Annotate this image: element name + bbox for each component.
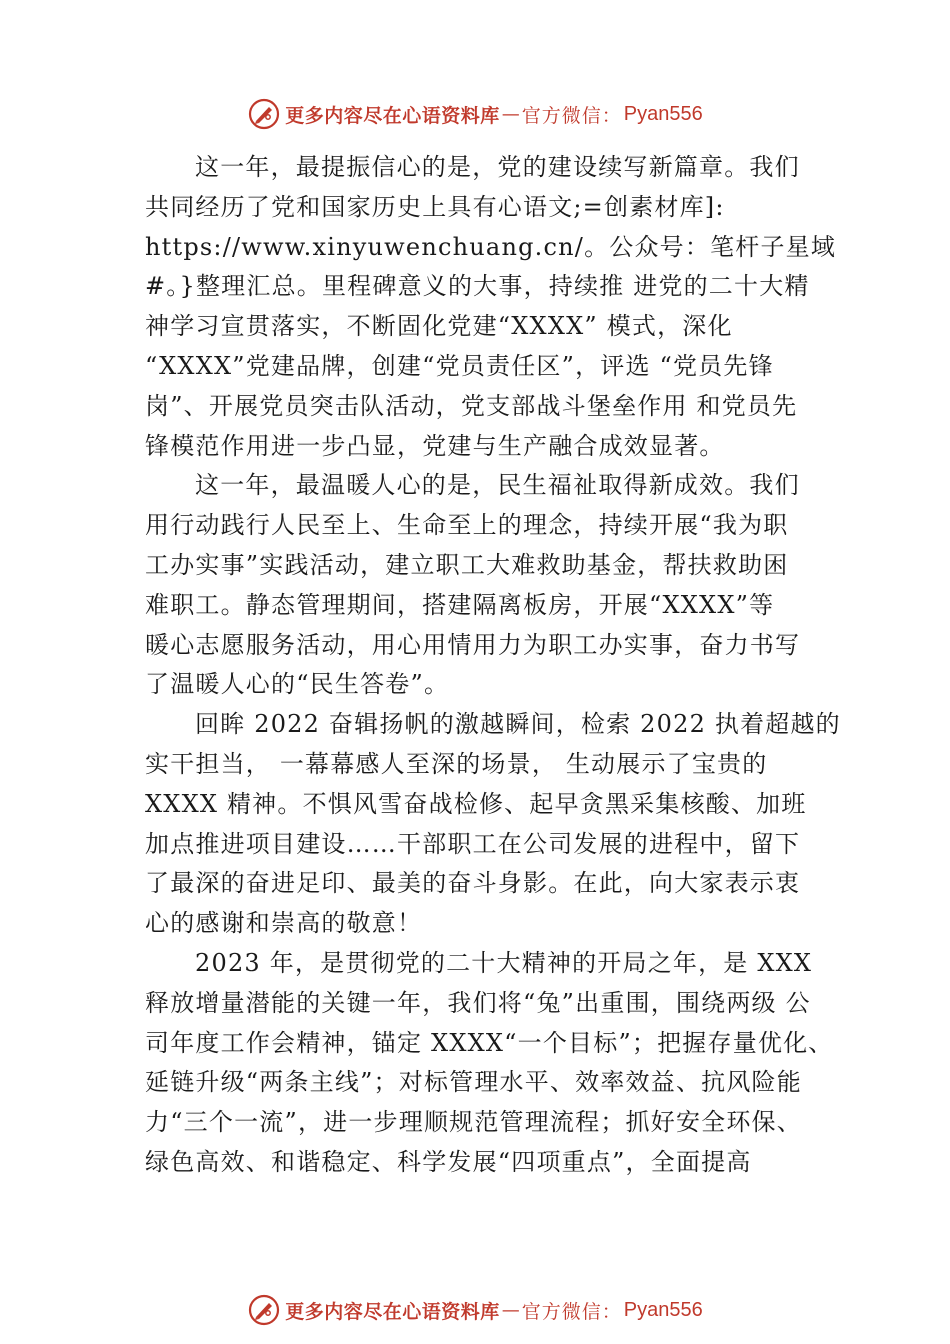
text-line: https://www.xinyuwenchuang.cn/。公众号：笔杆子星域 xyxy=(145,232,837,261)
text-line: “XXXX”党建品牌，创建“党员责任区”，评选 “党员先锋 xyxy=(145,351,774,380)
header-official-label: 官方微信： xyxy=(521,104,622,127)
text-line: 实干担当， 一幕幕感人至深的场景， 生动展示了宝贵的 xyxy=(145,749,768,778)
text-line: 司年度工作会精神，锚定 XXXX“一个目标”；把握存量优化、 xyxy=(145,1028,834,1057)
text-line: #。}整理汇总。里程碑意义的大事，持续推 进党的二十大精 xyxy=(145,272,810,301)
text-line: 共同经历了党和国家历史上具有心语文;=创素材库]: xyxy=(145,192,725,221)
text-line: 力“三个一流”，进一步理顺规范管理流程；抓好安全环保、 xyxy=(145,1108,802,1137)
text-line: 加点推进项目建设……干部职工在公司发展的进程中，留下 xyxy=(145,829,801,858)
text-line: XXXX 精神。不惧风雪奋战检修、起早贪黑采集核酸、加班 xyxy=(145,789,807,818)
text-line: 绿色高效、和谐稳定、科学发展“四项重点”，全面提高 xyxy=(145,1147,752,1176)
document-body xyxy=(145,148,841,1183)
brand-logo-icon xyxy=(247,1293,281,1327)
text-line: 了温暖人心的“民生答卷”。 xyxy=(145,670,450,699)
footer-brand-text: 更多内容尽在心语资料库 xyxy=(285,1300,500,1323)
text-line: 锋模范作用进一步凸显，党建与生产融合成效显著。 xyxy=(145,431,725,460)
text-line: 难职工。静态管理期间，搭建隔离板房，开展“XXXX”等 xyxy=(145,590,775,619)
text-line: 这一年，最温暖人心的是，民生福祉取得新成效。我们 xyxy=(195,471,800,500)
header-wechat-handle: Pyan556 xyxy=(623,102,703,125)
brand-logo-icon xyxy=(247,97,281,131)
text-line: 释放增量潜能的关键一年，我们将“兔”出重围，围绕两级 公 xyxy=(145,988,811,1017)
header-brand-text: 更多内容尽在心语资料库 xyxy=(285,104,500,127)
text-line: 用行动践行人民至上、生命至上的理念，持续开展“我为职 xyxy=(145,511,789,540)
text-line: 了最深的奋进足印、最美的奋斗身影。在此，向大家表示衷 xyxy=(145,869,801,898)
text-line: 心的感谢和崇高的敬意！ xyxy=(145,909,423,938)
text-line: 这一年，最提振信心的是，党的建设续写新篇章。我们 xyxy=(195,153,800,181)
header-banner xyxy=(0,94,950,134)
text-line: 延链升级“两条主线”；对标管理水平、效率效益、抗风险能 xyxy=(145,1068,802,1097)
footer-banner xyxy=(0,1290,950,1330)
footer-dash: — xyxy=(501,1299,520,1321)
text-line: 工办实事”实践活动，建立职工大难救助基金，帮扶救助困 xyxy=(145,550,789,579)
header-dash: — xyxy=(501,103,520,125)
text-line: 暖心志愿服务活动，用心用情用力为职工办实事，奋力书写 xyxy=(145,630,801,659)
text-line: 岗”、开展党员突击队活动，党支部战斗堡垒作用 和党员先 xyxy=(145,391,798,420)
text-line: 2023 年，是贯彻党的二十大精神的开局之年，是 XXX xyxy=(195,948,813,977)
footer-official-label: 官方微信： xyxy=(521,1300,622,1323)
text-line: 神学习宣贯落实，不断固化党建“XXXX” 模式，深化 xyxy=(145,312,733,341)
text-line: 回眸 2022 奋辑扬帆的激越瞬间，检索 2022 执着超越的 xyxy=(195,710,841,739)
footer-wechat-handle: Pyan556 xyxy=(623,1298,703,1321)
